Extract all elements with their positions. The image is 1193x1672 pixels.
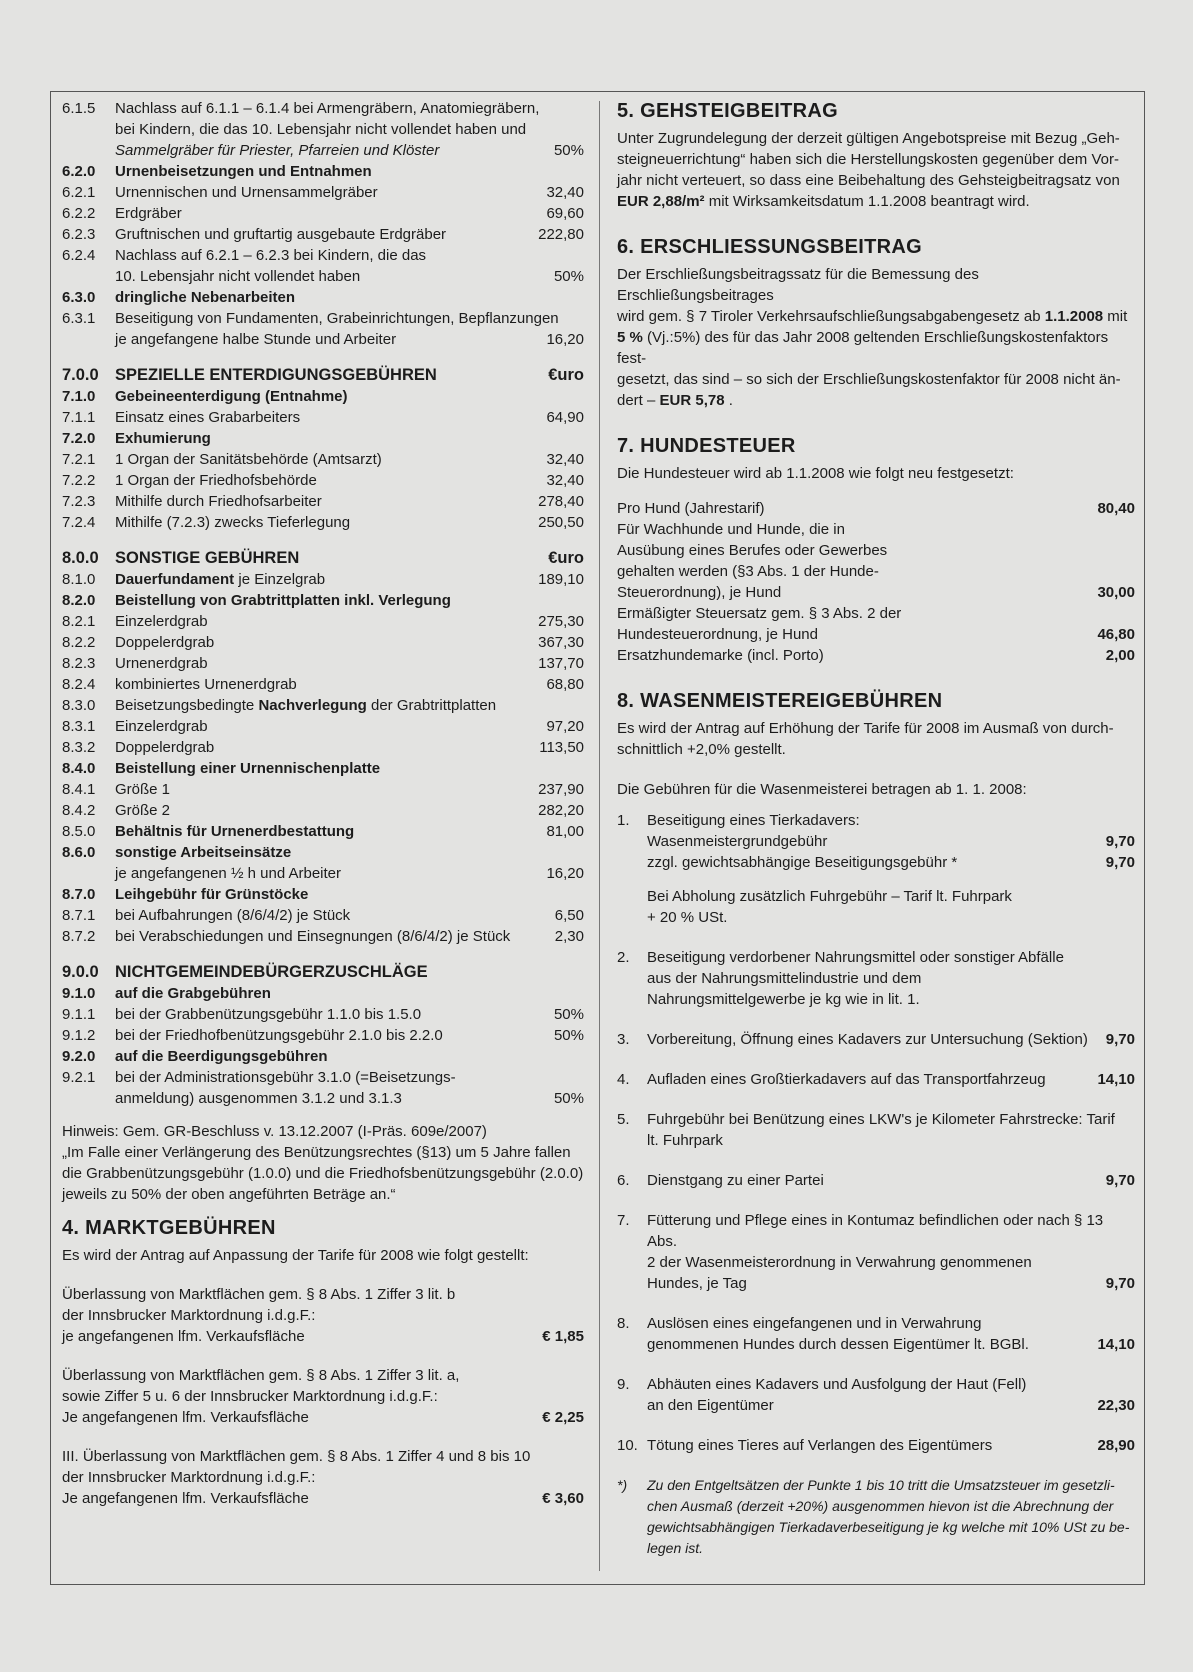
fee-row: 8.2.2 Doppelerdgrab 367,30 (62, 634, 584, 651)
section-title-6: 6. ERSCHLIESSUNGSBEITRAG (617, 236, 923, 258)
numbered-item: 2 der Wasenmeisterordnung in Verwahrung genommenen (647, 1254, 1032, 1271)
numbered-item: 6. Dienstgang zu einer Partei 9,70 (617, 1172, 1135, 1189)
fee-row: 6.2.2 Erdgräber 69,60 (62, 205, 584, 222)
fee-row: 7.2.1 1 Organ der Sanitätsbehörde (Amtsarzt) 32,40 (62, 451, 584, 468)
numbered-item: lt. Fuhrpark (647, 1132, 723, 1149)
fee-row: 6.2.1 Urnennischen und Urnensammelgräber 32,40 (62, 184, 584, 201)
fee-row: 8.4.1 Größe 1 237,90 (62, 781, 584, 798)
section-header-7: 7.0.0 SPEZIELLE ENTERDIGUNGSGEBÜHREN €uro (62, 366, 584, 384)
fee-row: 6.3.1 Beseitigung von Fundamenten, Grabeinrichtungen, Bepflanzungen (62, 310, 559, 327)
numbered-item: Bei Abholung zusätzlich Fuhrgebühr – Tarif lt. Fuhrpark (647, 888, 1012, 905)
fee-section-row: 9.2.0 auf die Beerdigungsgebühren (62, 1048, 328, 1065)
fee-row: 8.1.0 Dauerfundament je Einzelgrab 189,10 (62, 571, 584, 588)
fee-row: 8.3.0 Beisetzungsbedingte Nachverlegung der Grabtrittplatten (62, 697, 497, 714)
section-title-8: 8. WASENMEISTEREIGEBÜHREN (617, 690, 943, 712)
fee-row: 9.1.2 bei der Friedhofbenützungsgebühr 2.1.0 bis 2.2.0 50% (62, 1027, 584, 1044)
footnote: *) Zu den Entgeltsätzen der Punkte 1 bis 10 tritt die Umsatzsteuer im gesetzli- chen Ausmaß (derzeit +20%) ausgenommen hievon ist die Abrechnung der gewichtsabhängigen Tierkadaverbeseitigung je kg welche mit 10% USt zu be- legen ist. (617, 1477, 1130, 1556)
numbered-item: aus der Nahrungsmittelindustrie und dem (647, 970, 922, 987)
market-fee-row: Je angefangenen lfm. Verkaufsfläche € 2,25 (62, 1409, 584, 1426)
column-divider (599, 101, 600, 1571)
fee-row: 8.7.1 bei Aufbahrungen (8/6/4/2) je Stück 6,50 (62, 907, 584, 924)
fee-row: 10. Lebensjahr nicht vollendet haben 50% (115, 268, 584, 285)
numbered-item: Wasenmeistergrundgebühr 9,70 (647, 833, 1135, 850)
fee-row: 6.2.4 Nachlass auf 6.2.1 – 6.2.3 bei Kindern, die das (62, 247, 427, 264)
market-fee-row: Je angefangenen lfm. Verkaufsfläche € 3,60 (62, 1490, 584, 1507)
numbered-item: zzgl. gewichtsabhängige Beseitigungsgebühr * 9,70 (647, 854, 1135, 871)
note-paragraph: Hinweis: Gem. GR-Beschluss v. 13.12.2007 (I-Präs. 609e/2007) „Im Falle einer Verlängerung des Benützungsrechtes (§13) um 5 Jahre fallen die Grabbenützungsgebühr (1.0.0) und die Friedhofsbenützungsgebühr (2.0.0) jeweils zu 50% der oben angeführten Beträge an.“ (62, 1123, 584, 1203)
numbered-item: + 20 % USt. (647, 909, 728, 926)
fee-row: 6.2.3 Gruftnischen und gruftartig ausgebaute Erdgräber 222,80 (62, 226, 584, 243)
numbered-item: 7. Fütterung und Pflege eines in Kontumaz befindlichen oder nach § 13 Abs. (617, 1212, 1104, 1250)
numbered-item: 9. Abhäuten eines Kadavers und Ausfolgung der Haut (Fell) (617, 1376, 1027, 1393)
section-title-7: 7. HUNDESTEUER (617, 435, 796, 457)
fee-row: 6.1.5 Nachlass auf 6.1.1 – 6.1.4 bei Armengräbern, Anatomiegräbern, bei Kindern, die das 10. Lebensjahr nicht vollendet haben und (62, 100, 540, 138)
fee-section-row: 8.4.0 Beistellung einer Urnennischenplatte (62, 760, 381, 777)
fee-row: anmeldung) ausgenommen 3.1.2 und 3.1.3 50% (115, 1090, 584, 1107)
fee-row: 7.2.2 1 Organ der Friedhofsbehörde 32,40 (62, 472, 584, 489)
fee-row: 8.2.1 Einzelerdgrab 275,30 (62, 613, 584, 630)
right-column: 5. GEHSTEIGBEITRAG Unter Zugrundelegung der derzeit gültigen Angebotspreise mit Bezug „Geh- steigneuerrichtung“ haben sich die Herstellungskosten gegenüber dem Vor- jahr nicht verteuert, so dass eine Beibehaltung des Gehsteigbeitragsatz von EUR 2,88/m² mit Wirksamkeitsdatum 1.1.2008 beantragt wird. 6. ERSCHLIESSUNGSBEITRAG Der Erschließungsbeitragssatz für die Bemessung des Erschließungsbeitrages wird gem. § 7 Tiroler Verkehrsaufschließungsabgabengesetz ab 1.1.2008 mit 5 % (Vj.:5%) des für das Jahr 2008 geltenden Erschließungskostenfaktors fest- gesetzt, das sind – so sich der Erschließungskostenfaktor für 2008 nicht än- dert – EUR 5,78 . 7. HUNDESTEUER Die Hundesteuer wird ab 1.1.2008 wie folgt neu festgesetzt: Pro Hund (Jahrestarif) 80,40 Für Wachhunde und Hunde, die in Ausübung eines Berufes oder Gewerbes gehalten werden (§3 Abs. 1 der Hunde- Steuerordnung), je Hund 30,00 Ermäßigter Steuersatz gem. § 3 Abs. 2 der Hundesteuerordnung, je Hund 46,80 Ersatzhundemarke (incl. Porto) 2,00 8. WASENMEISTEREIGEBÜHREN Es wird der Antrag auf Erhöhung der Tarife für 2008 im Ausmaß von durch- schnittlich +2,0% gestellt. Die Gebühren für die Wasenmeisterei betragen ab 1. 1. 2008: 1. Beseitigung eines Tierkadavers: Wasenmeistergrundgebühr 9,70 zzgl. gewichtsabhängige Beseitigungsgebühr * 9,70 Bei Abholung zusätzlich Fuhrgebühr – Tarif lt. Fuhrpark + 20 % USt. 2. Beseitigung verdorbener Nahrungsmittel oder sonstiger Abfälle aus der Nahrungsmittelindustrie und dem Nahrungsmittelgewerbe je kg wie in lit. 1. 3. Vorbereitung, Öffnung eines Kadavers zur Untersuchung (Sektion) 9,70 4. Aufladen eines Großtierkadavers auf das Transportfahrzeug 14,10 5. Fuhrgebühr bei Benützung eines LKW's je Kilometer Fahrstrecke: Tarif lt. Fuhrpark 6. Dienstgang zu einer Partei 9,70 7. Fütterung und Pflege eines in Kontumaz befindlichen oder nach § 13 Abs. 2 der Wasenmeisterordnung in Verwahrung genommenen Hundes, je Tag 9,70 8. Auslösen eines eingefangenen und in Verwahrung genommenen Hundes durch dessen Eigentümer lt. BGBl. 14,10 9. Abhäuten eines Kadavers und Ausfolgung der Haut (Fell) an den Eigentümer 22,30 10. Tötung eines Tieres auf Verlangen des Eigentümers 28,90 *) Zu den Entgeltsätzen der Punkte 1 bis 10 tritt die Umsatzsteuer im gesetzli- chen Ausmaß (derzeit +20%) ausgenommen hievon ist die Abrechnung der gewichtsabhängigen Tierkadaverbeseitigung je kg welche mit 10% USt zu be- legen ist. (617, 98, 1135, 1559)
numbered-item: 1. Beseitigung eines Tierkadavers: (617, 812, 860, 829)
fee-section-row: 7.2.0 Exhumierung (62, 430, 211, 447)
numbered-item: an den Eigentümer 22,30 (647, 1397, 1135, 1414)
numbered-item: Hundes, je Tag 9,70 (647, 1275, 1135, 1292)
fee-section-row: 8.6.0 sonstige Arbeitseinsätze (62, 844, 292, 861)
fee-row: 7.1.1 Einsatz eines Grabarbeiters 64,90 (62, 409, 584, 426)
fee-section-row: 7.1.0 Gebeineenterdigung (Entnahme) (62, 388, 348, 405)
numbered-item: 4. Aufladen eines Großtierkadavers auf das Transportfahrzeug 14,10 (617, 1071, 1135, 1088)
fee-row: 7.2.3 Mithilfe durch Friedhofsarbeiter 278,40 (62, 493, 584, 510)
fee-section-row: 8.2.0 Beistellung von Grabtrittplatten inkl. Verlegung (62, 592, 451, 609)
left-column: 6.1.5 Nachlass auf 6.1.1 – 6.1.4 bei Armengräbern, Anatomiegräbern, bei Kindern, die das 10. Lebensjahr nicht vollendet haben und Sammelgräber für Priester, Pfarreien und Klöster 50% 6.2.0 Urnenbeisetzungen und Entnahmen 6.2.1 Urnennischen und Urnensammelgräber 32,40 6.2.2 Erdgräber 69,60 6.2.3 Gruftnischen und gruftartig ausgebaute Erdgräber 222,80 6.2.4 Nachlass auf 6.2.1 – 6.2.3 bei Kindern, die das 10. Lebensjahr nicht vollendet haben 50% 6.3.0 dringliche Nebenarbeiten 6.3.1 Beseitigung von Fundamenten, Grabeinrichtungen, Bepflanzungen je angefangene halbe Stunde und Arbeiter 16,20 7.0.0 SPEZIELLE ENTERDIGUNGSGEBÜHREN €uro 7.1.0 Gebeineenterdigung (Entnahme) 7.1.1 Einsatz eines Grabarbeiters 64,90 7.2.0 Exhumierung 7.2.1 1 Organ der Sanitätsbehörde (Amtsarzt) 32,40 7.2.2 1 Organ der Friedhofsbehörde 32,40 7.2.3 Mithilfe durch Friedhofsarbeiter 278,40 7.2.4 Mithilfe (7.2.3) zwecks Tieferlegung 250,50 8.0.0 SONSTIGE GEBÜHREN €uro 8.1.0 Dauerfundament je Einzelgrab 189,10 8.2.0 Beistellung von Grabtrittplatten inkl. Verlegung 8.2.1 Einzelerdgrab 275,30 8.2.2 Doppelerdgrab 367,30 8.2.3 Urnenerdgrab 137,70 8.2.4 kombiniertes Urnenerdgrab 68,80 8.3.0 Beisetzungsbedingte Nachverlegung der Grabtrittplatten 8.3.1 Einzelerdgrab 97,20 8.3.2 Doppelerdgrab 113,50 8.4.0 Beistellung einer Urnennischenplatte 8.4.1 Größe 1 237,90 8.4.2 Größe 2 282,20 8.5.0 Behältnis für Urnenerdbestattung 81,00 8.6.0 sonstige Arbeitseinsätze je angefangenen ½ h und Arbeiter 16,20 8.7.0 Leihgebühr für Grünstöcke 8.7.1 bei Aufbahrungen (8/6/4/2) je Stück 6,50 8.7.2 bei Verabschiedungen und Einsegnungen (8/6/4/2) je Stück 2,30 9.0.0 NICHTGEMEINDEBÜRGERZUSCHLÄGE 9.1.0 auf die Grabgebühren 9.1.1 bei der Grabbenützungsgebühr 1.1.0 bis 1.5.0 50% 9.1.2 bei der Friedhofbenützungsgebühr 2.1.0 bis 2.2.0 50% 9.2.0 auf die Beerdigungsgebühren 9.2.1 bei der Administrationsgebühr 3.1.0 (=Beisetzungs- anmeldung) ausgenommen 3.1.2 und 3.1.3 50% Hinweis: Gem. GR-Beschluss v. 13.12.2007 (I-Präs. 609e/2007) „Im Falle einer Verlängerung des Benützungsrechtes (§13) um 5 Jahre fallen die Grabbenützungsgebühr (1.0.0) und die Friedhofsbenützungsgebühr (2.0.0) jeweils zu 50% der oben angeführten Beträge an.“ 4. MARKTGEBÜHREN Es wird der Antrag auf Anpassung der Tarife für 2008 wie folgt gestellt: Überlassung von Marktflächen gem. § 8 Abs. 1 Ziffer 3 lit. b der Innsbrucker Marktordnung i.d.g.F.: je angefangenen lfm. Verkaufsfläche € 1,85 Überlassung von Marktflächen gem. § 8 Abs. 1 Ziffer 3 lit. a, sowie Ziffer 5 u. 6 der Innsbrucker Marktordnung i.d.g.F.: Je angefangenen lfm. Verkaufsfläche € 2,25 III. Überlassung von Marktflächen gem. § 8 Abs. 1 Ziffer 4 und 8 bis 10 der Innsbrucker Marktordnung i.d.g.F.: Je angefangenen lfm. Verkaufsfläche € 3,60 (62, 100, 584, 1507)
fee-row: 8.3.2 Doppelerdgrab 113,50 (62, 739, 584, 756)
section-header-9: 9.0.0 NICHTGEMEINDEBÜRGERZUSCHLÄGE (62, 963, 428, 981)
fee-row: je angefangenen ½ h und Arbeiter 16,20 (115, 865, 584, 882)
fee-row: 8.5.0 Behältnis für Urnenerdbestattung 81,00 (62, 823, 584, 840)
fee-row: 8.2.3 Urnenerdgrab 137,70 (62, 655, 584, 672)
fee-row: 8.2.4 kombiniertes Urnenerdgrab 68,80 (62, 676, 584, 693)
section-title-4: 4. MARKTGEBÜHREN (62, 1217, 276, 1239)
numbered-item: 2. Beseitigung verdorbener Nahrungsmittel oder sonstiger Abfälle (617, 949, 1064, 966)
section-title-5: 5. GEHSTEIGBEITRAG (617, 100, 838, 122)
fee-row: 7.2.4 Mithilfe (7.2.3) zwecks Tieferlegung 250,50 (62, 514, 584, 531)
fee-section-row: 6.2.0 Urnenbeisetzungen und Entnahmen (62, 163, 372, 180)
fee-section-row: 8.7.0 Leihgebühr für Grünstöcke (62, 886, 309, 903)
fee-row: 8.7.2 bei Verabschiedungen und Einsegnungen (8/6/4/2) je Stück 2,30 (62, 928, 584, 945)
fee-row: 9.1.1 bei der Grabbenützungsgebühr 1.1.0 bis 1.5.0 50% (62, 1006, 584, 1023)
numbered-item: 5. Fuhrgebühr bei Benützung eines LKW's je Kilometer Fahrstrecke: Tarif (617, 1111, 1115, 1128)
numbered-item: 8. Auslösen eines eingefangenen und in Verwahrung (617, 1315, 982, 1332)
numbered-item: 3. Vorbereitung, Öffnung eines Kadavers zur Untersuchung (Sektion) 9,70 (617, 1031, 1135, 1048)
market-fee-row: je angefangenen lfm. Verkaufsfläche € 1,85 (62, 1328, 584, 1345)
numbered-item: genommenen Hundes durch dessen Eigentümer lt. BGBl. 14,10 (647, 1336, 1135, 1353)
dog-tax-row: Hundesteuerordnung, je Hund 46,80 (617, 626, 1135, 643)
dog-tax-row: Steuerordnung), je Hund 30,00 (617, 584, 1135, 601)
fee-row: 9.2.1 bei der Administrationsgebühr 3.1.0 (=Beisetzungs- (62, 1069, 456, 1086)
fee-section-row: 9.1.0 auf die Grabgebühren (62, 985, 271, 1002)
fee-row: 8.4.2 Größe 2 282,20 (62, 802, 584, 819)
fee-section-row: 6.3.0 dringliche Nebenarbeiten (62, 289, 296, 306)
fee-row: 8.3.1 Einzelerdgrab 97,20 (62, 718, 584, 735)
section-header-8: 8.0.0 SONSTIGE GEBÜHREN €uro (62, 549, 584, 567)
fee-row: Sammelgräber für Priester, Pfarreien und Klöster 50% (115, 142, 584, 159)
numbered-item: 10. Tötung eines Tieres auf Verlangen des Eigentümers 28,90 (617, 1437, 1135, 1454)
dog-tax-row: Ersatzhundemarke (incl. Porto) 2,00 (617, 647, 1135, 664)
numbered-item: Nahrungsmittelgewerbe je kg wie in lit. 1. (647, 991, 920, 1008)
dog-tax-row: Pro Hund (Jahrestarif) 80,40 (617, 500, 1135, 517)
fee-row: je angefangene halbe Stunde und Arbeiter 16,20 (115, 331, 584, 348)
